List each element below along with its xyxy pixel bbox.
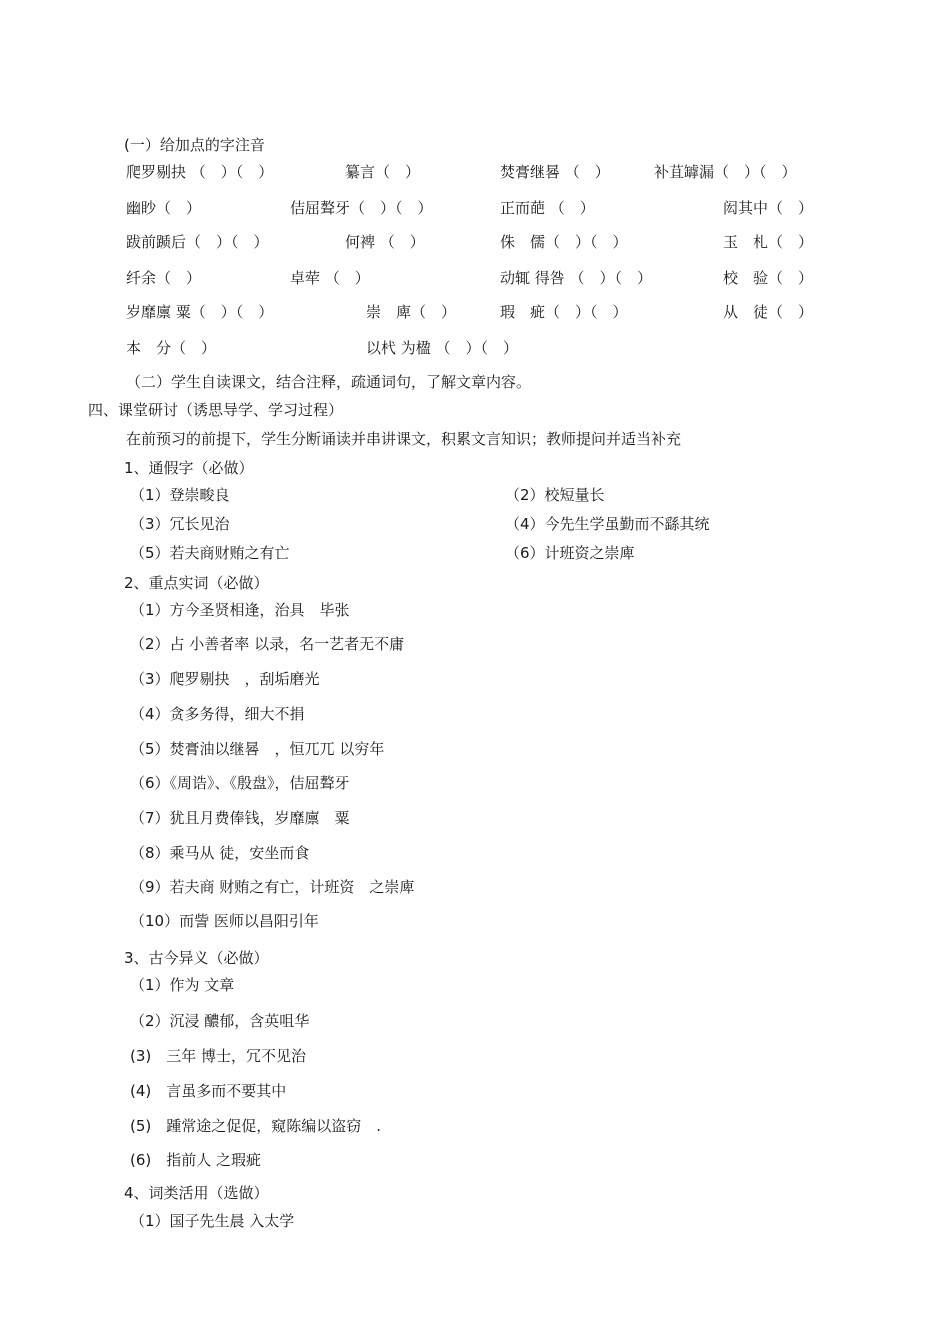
pinyin-item: 跋前踬后（ ）（ ）	[126, 233, 269, 251]
shici-item: （6）《周诰》、《殷盘》，佶屈聱牙	[130, 774, 350, 792]
pinyin-item: 岁靡廪 粟（ ）（ ）	[126, 303, 274, 321]
pinyin-item: 纤余（ ）	[126, 269, 202, 287]
pinyin-item: 从 徒（ ）	[723, 303, 814, 321]
tongjiazi-item: （5）若夫商财贿之有亡	[130, 544, 290, 562]
tongjiazi-item: （4）今先生学虽勤而不繇其统	[505, 515, 710, 533]
gujin-item: (4) 言虽多而不要其中	[130, 1082, 287, 1100]
shici-title: 2、重点实词（必做）	[124, 574, 269, 592]
gujin-item: （1）作为 文章	[130, 976, 235, 994]
intro-text: 在前预习的前提下，学生分断诵读并串讲课文，积累文言知识；教师提问并适当补充	[126, 430, 682, 448]
pinyin-item: 本 分（ ）	[126, 339, 217, 357]
pinyin-item: 侏 儒（ ）（ ）	[500, 233, 628, 251]
cilei-item: （1）国子先生晨 入太学	[130, 1212, 295, 1230]
section-1-title: (一）给加点的字注音	[124, 136, 265, 154]
shici-item: （8）乘马从 徒，安坐而食	[130, 844, 310, 862]
gujin-title: 3、古今异义（必做）	[124, 949, 269, 967]
pinyin-item: 焚膏继晷 （ ）	[500, 163, 610, 181]
pinyin-item: 幽眇（ ）	[126, 199, 202, 217]
pinyin-item: 正而葩 （ ）	[500, 199, 595, 217]
shici-item: （2）占 小善者率 以录，名一艺者无不庸	[130, 635, 405, 653]
gujin-item: （2）沉浸 醲郁，含英咀华	[130, 1012, 310, 1030]
tongjiazi-title: 1、通假字（必做）	[124, 459, 254, 477]
pinyin-item: 玉 札（ ）	[723, 233, 814, 251]
shici-item: （5）焚膏油以继晷 ，恒兀兀 以穷年	[130, 740, 385, 758]
shici-item: （9）若夫商 财贿之有亡，计班资 之崇庳	[130, 878, 415, 896]
shici-item: （7）犹且月费俸钱，岁靡廪 粟	[130, 809, 350, 827]
tongjiazi-item: （6）计班资之崇庳	[505, 544, 635, 562]
shici-item: （1）方今圣贤相逢，治具 毕张	[130, 601, 350, 619]
pinyin-item: 崇 庳（ ）	[366, 303, 457, 321]
pinyin-item: 卓荦 （ ）	[290, 269, 370, 287]
pinyin-item: 动辄 得咎 （ ）（ ）	[500, 269, 653, 287]
section-2-title: （二）学生自读课文，结合注释，疏通词句，了解文章内容。	[126, 373, 532, 391]
pinyin-item: 闳其中（ ）	[723, 199, 814, 217]
pinyin-item: 瑕 疵（ ）（ ）	[500, 303, 628, 321]
pinyin-item: 爬罗剔抉 （ ）（ ）	[126, 163, 274, 181]
pinyin-item: 以杙 为楹 （ ）（ ）	[366, 339, 519, 357]
tongjiazi-item: （1）登崇畯良	[130, 486, 230, 504]
cilei-title: 4、词类活用（选做）	[124, 1184, 269, 1202]
pinyin-item: 纂言（ ）	[345, 163, 421, 181]
shici-item: （4）贪多务得，细大不捐	[130, 705, 305, 723]
gujin-item: (6) 指前人 之瑕疵	[130, 1151, 262, 1169]
pinyin-item: 补苴罅漏（ ）（ ）	[654, 163, 797, 181]
tongjiazi-item: （2）校短量长	[505, 486, 605, 504]
pinyin-item: 何裨 （ ）	[345, 233, 425, 251]
gujin-item: (5) 踵常途之促促，窥陈编以盗窃 .	[130, 1117, 382, 1135]
shici-item: （3）爬罗剔抉 ，刮垢磨光	[130, 670, 320, 688]
tongjiazi-item: （3）冗长见治	[130, 515, 230, 533]
pinyin-item: 校 验（ ）	[723, 269, 814, 287]
section-4-title: 四、课堂研讨（诱思导学、学习过程）	[88, 401, 344, 419]
gujin-item: (3) 三年 博士，冗不见治	[130, 1047, 307, 1065]
shici-item: （10）而訾 医师以昌阳引年	[130, 912, 319, 930]
pinyin-item: 佶屈聱牙（ ）（ ）	[290, 199, 433, 217]
